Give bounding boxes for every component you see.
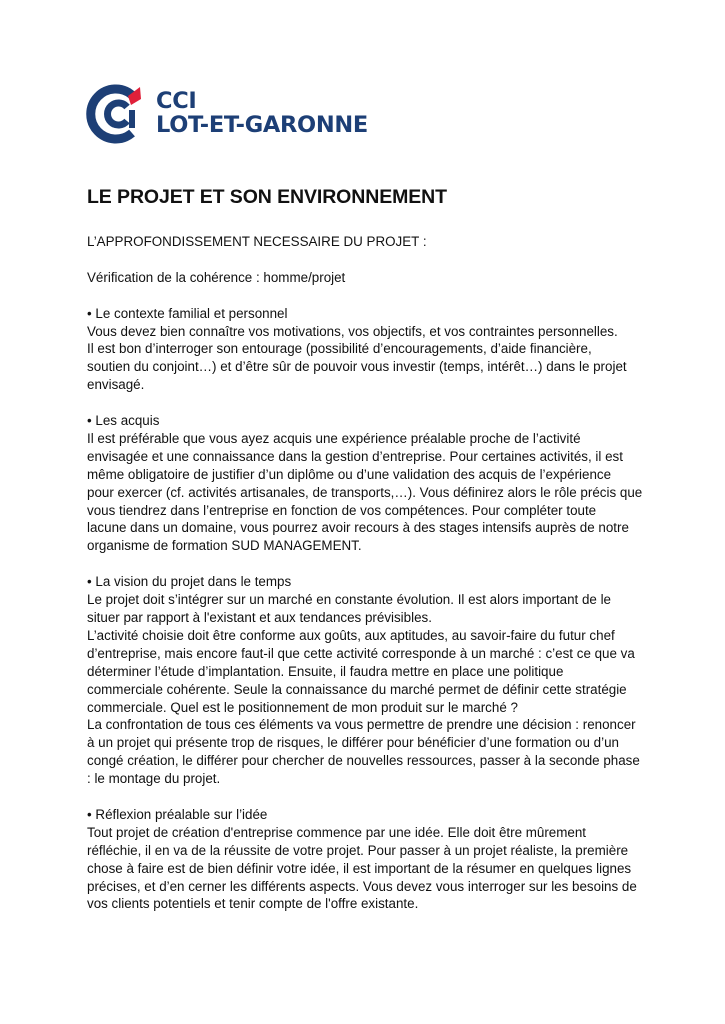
section-heading: • Le contexte familial et personnel [87, 305, 288, 321]
page-title: LE PROJET ET SON ENVIRONNEMENT [87, 186, 447, 208]
paragraph-line: commerciale cohérente. Seule la connaissance du marché permet de définir cette stratégie [87, 681, 627, 697]
section-heading: • Réflexion préalable sur l’idée [87, 806, 268, 822]
section [87, 573, 643, 788]
paragraph-line: déterminer l’étude d’implantation. Ensuite, il faudra mettre en place une politique [87, 663, 564, 679]
section-heading: • Les acquis [87, 413, 160, 429]
paragraph-line: Il est bon d’interroger son entourage (possibilité d’encouragements, d’aide financière, [87, 341, 592, 357]
paragraph-line: lacune dans un domaine, vous pourrez avoir recours à des stages intensifs auprès de notre [87, 520, 629, 536]
paragraph-line: Vous devez bien connaître vos motivations, vos objectifs, et vos contraintes personnelles. [87, 323, 618, 339]
paragraph-line: organisme de formation SUD MANAGEMENT. [87, 538, 362, 554]
section-heading: • La vision du projet dans le temps [87, 574, 292, 590]
subtitle: L’APPROFONDISSEMENT NECESSAIRE DU PROJET : [87, 234, 427, 249]
paragraph-line: précises, et d’en cerner les différents aspects. Vous devez vous interroger sur les besoins de [87, 878, 637, 894]
cci-logo-icon [84, 83, 146, 145]
paragraph-line: chose à faire est de bien définir votre idée, il est important de la résumer en quelques lignes [87, 860, 632, 876]
paragraph-line: à un projet qui présente trop de risques, le différer pour bénéficier d’une formation ou d’un [87, 735, 619, 751]
paragraph-line: : le montage du projet. [87, 771, 221, 787]
paragraph-line: Le projet doit s’intégrer sur un marché en constante évolution. Il est alors important de le [87, 592, 612, 608]
logo-line-cci: CCI [156, 88, 197, 114]
logo-line-region: LOT-ET-GARONNE [156, 112, 368, 138]
paragraph-line: vous tiendrez dans l’entreprise en fonction de vos compétences. Pour compléter toute [87, 502, 597, 518]
paragraph-line: même obligatoire de justifier d’un diplôme ou d’une validation des acquis de l’expérience [87, 466, 612, 482]
section [87, 806, 643, 913]
section [87, 305, 643, 395]
verification-line: Vérification de la cohérence : homme/projet [87, 269, 346, 285]
sections [87, 305, 643, 914]
paragraph-line: d’entreprise, mais encore faut-il que cette activité corresponde à un marché : c’est ce que va [87, 645, 635, 661]
paragraph-line: congé création, le différer pour chercher de nouvelles ressources, passer à la seconde phase [87, 753, 640, 769]
cci-logo [84, 83, 369, 145]
paragraph-line: soutien du conjoint…) et d’être sûr de pouvoir vous investir (temps, intérêt…) dans le projet [87, 359, 627, 375]
paragraph-line: commerciale. Quel est le positionnement de mon produit sur le marché ? [87, 699, 518, 715]
paragraph-line: Tout projet de création d'entreprise commence par une idée. Elle doit être mûrement [87, 824, 587, 840]
paragraph-line: vos clients potentiels et tenir compte de l'offre existante. [87, 896, 419, 912]
logo-wordmark [156, 89, 368, 137]
paragraph-line: envisagée et une connaissance dans la gestion d’entreprise. Pour certaines activités, il est [87, 448, 623, 464]
paragraph-line: pour exercer (cf. activités artisanales, de transports,…). Vous définirez alors le rôle précis que [87, 484, 643, 500]
paragraph-line: situer par rapport à l'existant et aux tendances prévisibles. [87, 609, 432, 625]
section [87, 412, 643, 555]
document-body [87, 185, 643, 913]
paragraph-line: La confrontation de tous ces éléments va vous permettre de prendre une décision : renoncer [87, 717, 636, 733]
paragraph-line: envisagé. [87, 377, 145, 393]
paragraph-line: L’activité choisie doit être conforme aux goûts, aux aptitudes, au savoir-faire du futur chef [87, 627, 615, 643]
paragraph-line: Il est préférable que vous ayez acquis une expérience préalable proche de l’activité [87, 430, 581, 446]
paragraph-line: réfléchie, il en va de la réussite de votre projet. Pour passer à un projet réaliste, la première [87, 842, 629, 858]
